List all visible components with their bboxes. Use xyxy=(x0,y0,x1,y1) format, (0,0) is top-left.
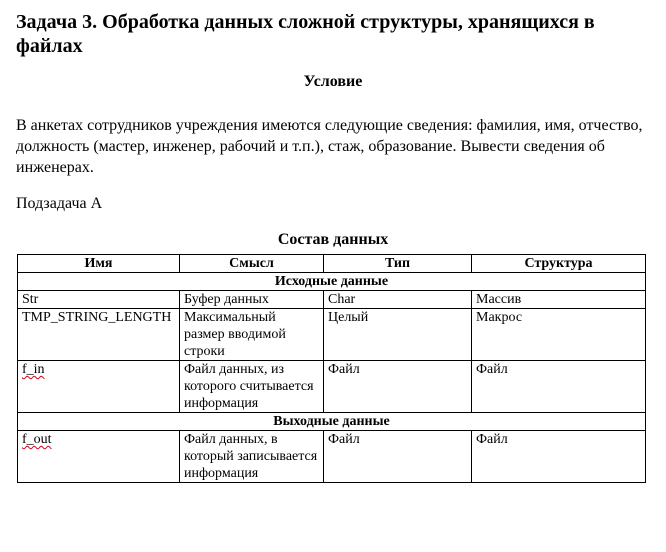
cell-meaning: Файл данных, из которого считывается информация xyxy=(180,361,324,413)
header-type: Тип xyxy=(324,255,472,273)
cell-type: Файл xyxy=(324,361,472,413)
header-meaning: Смысл xyxy=(180,255,324,273)
subtask-label: Подзадача А xyxy=(16,195,103,212)
input-section-label: Исходные данные xyxy=(18,273,646,291)
cell-structure: Файл xyxy=(472,431,646,483)
data-composition-table xyxy=(17,254,646,483)
cell-type: Char xyxy=(324,291,472,309)
cell-type: Целый xyxy=(324,309,472,361)
spellcheck-word: f_out xyxy=(22,432,52,447)
cell-name xyxy=(18,361,180,413)
cell-name xyxy=(18,431,180,483)
cell-structure: Макрос xyxy=(472,309,646,361)
input-section-row xyxy=(18,273,646,291)
cell-meaning: Максимальный размер вводимой строки xyxy=(180,309,324,361)
spellcheck-word: f_in xyxy=(22,362,45,377)
table-row xyxy=(18,309,646,361)
header-structure: Структура xyxy=(472,255,646,273)
table-row xyxy=(18,291,646,309)
task-title: Задача 3. Обработка данных сложной структуры, хранящихся в файлах xyxy=(16,11,595,57)
condition-heading: Условие xyxy=(303,73,363,90)
table-heading: Состав данных xyxy=(277,231,389,248)
cell-structure: Файл xyxy=(472,361,646,413)
cell-name: Str xyxy=(18,291,180,309)
cell-meaning: Файл данных, в который записывается информация xyxy=(180,431,324,483)
output-section-row xyxy=(18,413,646,431)
output-section-label: Выходные данные xyxy=(18,413,646,431)
cell-name: TMP_STRING_LENGTH xyxy=(18,309,180,361)
table-row xyxy=(18,361,646,413)
cell-type: Файл xyxy=(324,431,472,483)
cell-structure: Массив xyxy=(472,291,646,309)
cell-meaning: Буфер данных xyxy=(180,291,324,309)
condition-text: В анкетах сотрудников учреждения имеются следующие сведения: фамилия, имя, отчество, должность (мастер, инженер, рабочий и т.п.), стаж, образование. Вывести сведения об инженерах. xyxy=(16,117,643,176)
table-row xyxy=(18,431,646,483)
table-header-row xyxy=(18,255,646,273)
header-name: Имя xyxy=(18,255,180,273)
